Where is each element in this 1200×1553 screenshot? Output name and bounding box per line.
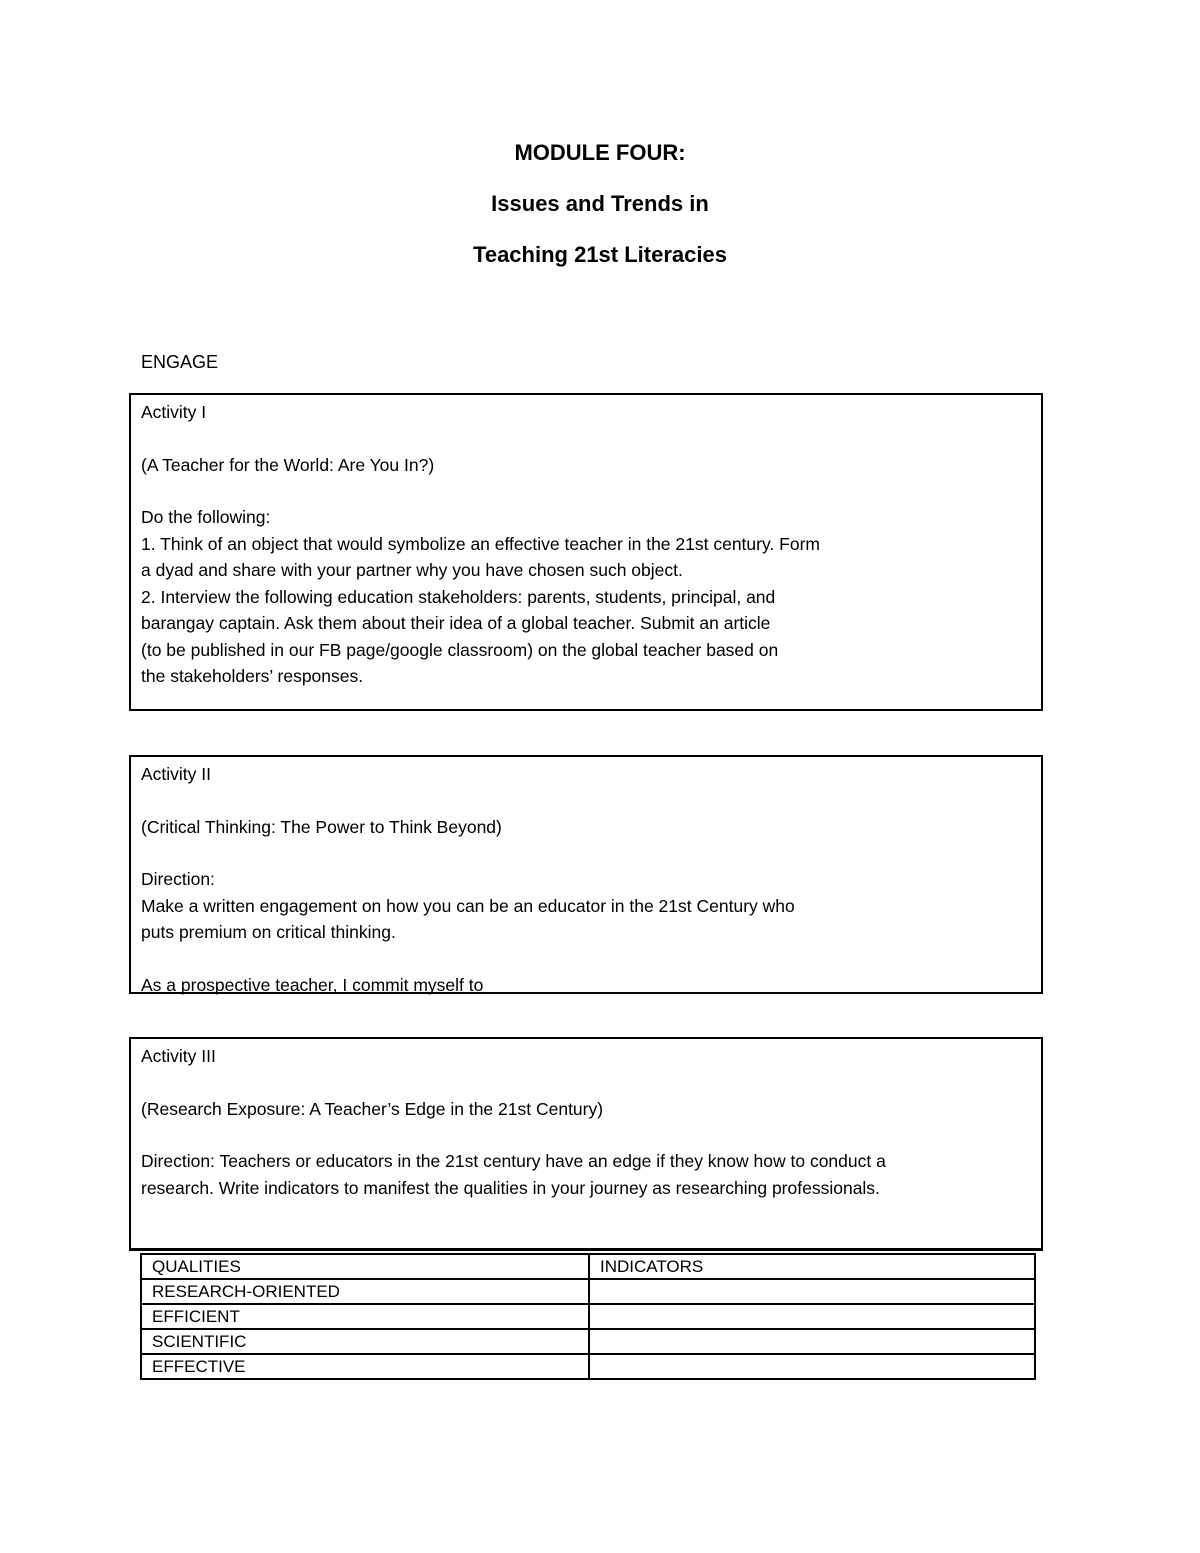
indicator-cell[interactable] [589,1279,1035,1304]
indicator-cell[interactable] [589,1304,1035,1329]
table-row [141,1304,1035,1329]
quality-cell: SCIENTIFIC [141,1329,589,1354]
title-line-3: Teaching 21st Literacies [473,242,727,267]
quality-cell: EFFECTIVE [141,1354,589,1379]
activity-2-heading: Activity II [141,764,212,784]
module-title [0,140,1200,293]
table-row [141,1329,1035,1354]
activity-3-box [129,1037,1043,1251]
indicator-cell[interactable] [589,1329,1035,1354]
qualities-table [140,1253,1036,1380]
table-row [141,1354,1035,1379]
table-header-indicators: INDICATORS [589,1254,1035,1279]
activity-2-subtitle: (Critical Thinking: The Power to Think Beyond) [141,816,502,837]
activity-1-item-2: 2. Interview the following education stakeholders: parents, students, principal, and barangay captain. Ask them about their idea of a global teacher. Submit an article (to be published in our FB page/google classroom) on the global teacher based on the stakeholders’ responses. [141,586,779,686]
activity-3-subtitle: (Research Exposure: A Teacher’s Edge in the 21st Century) [141,1098,604,1119]
title-line-1: MODULE FOUR: [514,140,686,165]
activity-1-instruction-label: Do the following: [141,507,271,527]
activity-2-box [129,755,1043,994]
table-header-row [141,1254,1035,1279]
activity-3-direction: Direction: Teachers or educators in the 21st century have an edge if they know how to conduct a research. Write indicators to manifest the qualities in your journey as researching professionals. [141,1151,886,1198]
activity-3-heading: Activity III [141,1046,216,1066]
table-header-qualities: QUALITIES [141,1254,589,1279]
activity-2-direction-label: Direction: [141,869,215,889]
activity-1-subtitle: (A Teacher for the World: Are You In?) [141,454,435,475]
quality-cell: EFFICIENT [141,1304,589,1329]
section-label-engage: ENGAGE [141,352,219,372]
activity-1-item-1: 1. Think of an object that would symbolize an effective teacher in the 21st century. Form a dyad and share with your partner why you have chosen such object. [141,533,820,580]
quality-cell: RESEARCH-ORIENTED [141,1279,589,1304]
activity-1-box [129,393,1043,711]
activity-2-direction-text: Make a written engagement on how you can be an educator in the 21st Century who puts premium on critical thinking. [141,895,795,942]
title-line-2: Issues and Trends in [491,191,709,216]
table-row [141,1279,1035,1304]
indicator-cell[interactable] [589,1354,1035,1379]
activity-2-commitment: As a prospective teacher, I commit myself to [141,974,484,995]
activity-1-heading: Activity I [141,402,207,422]
